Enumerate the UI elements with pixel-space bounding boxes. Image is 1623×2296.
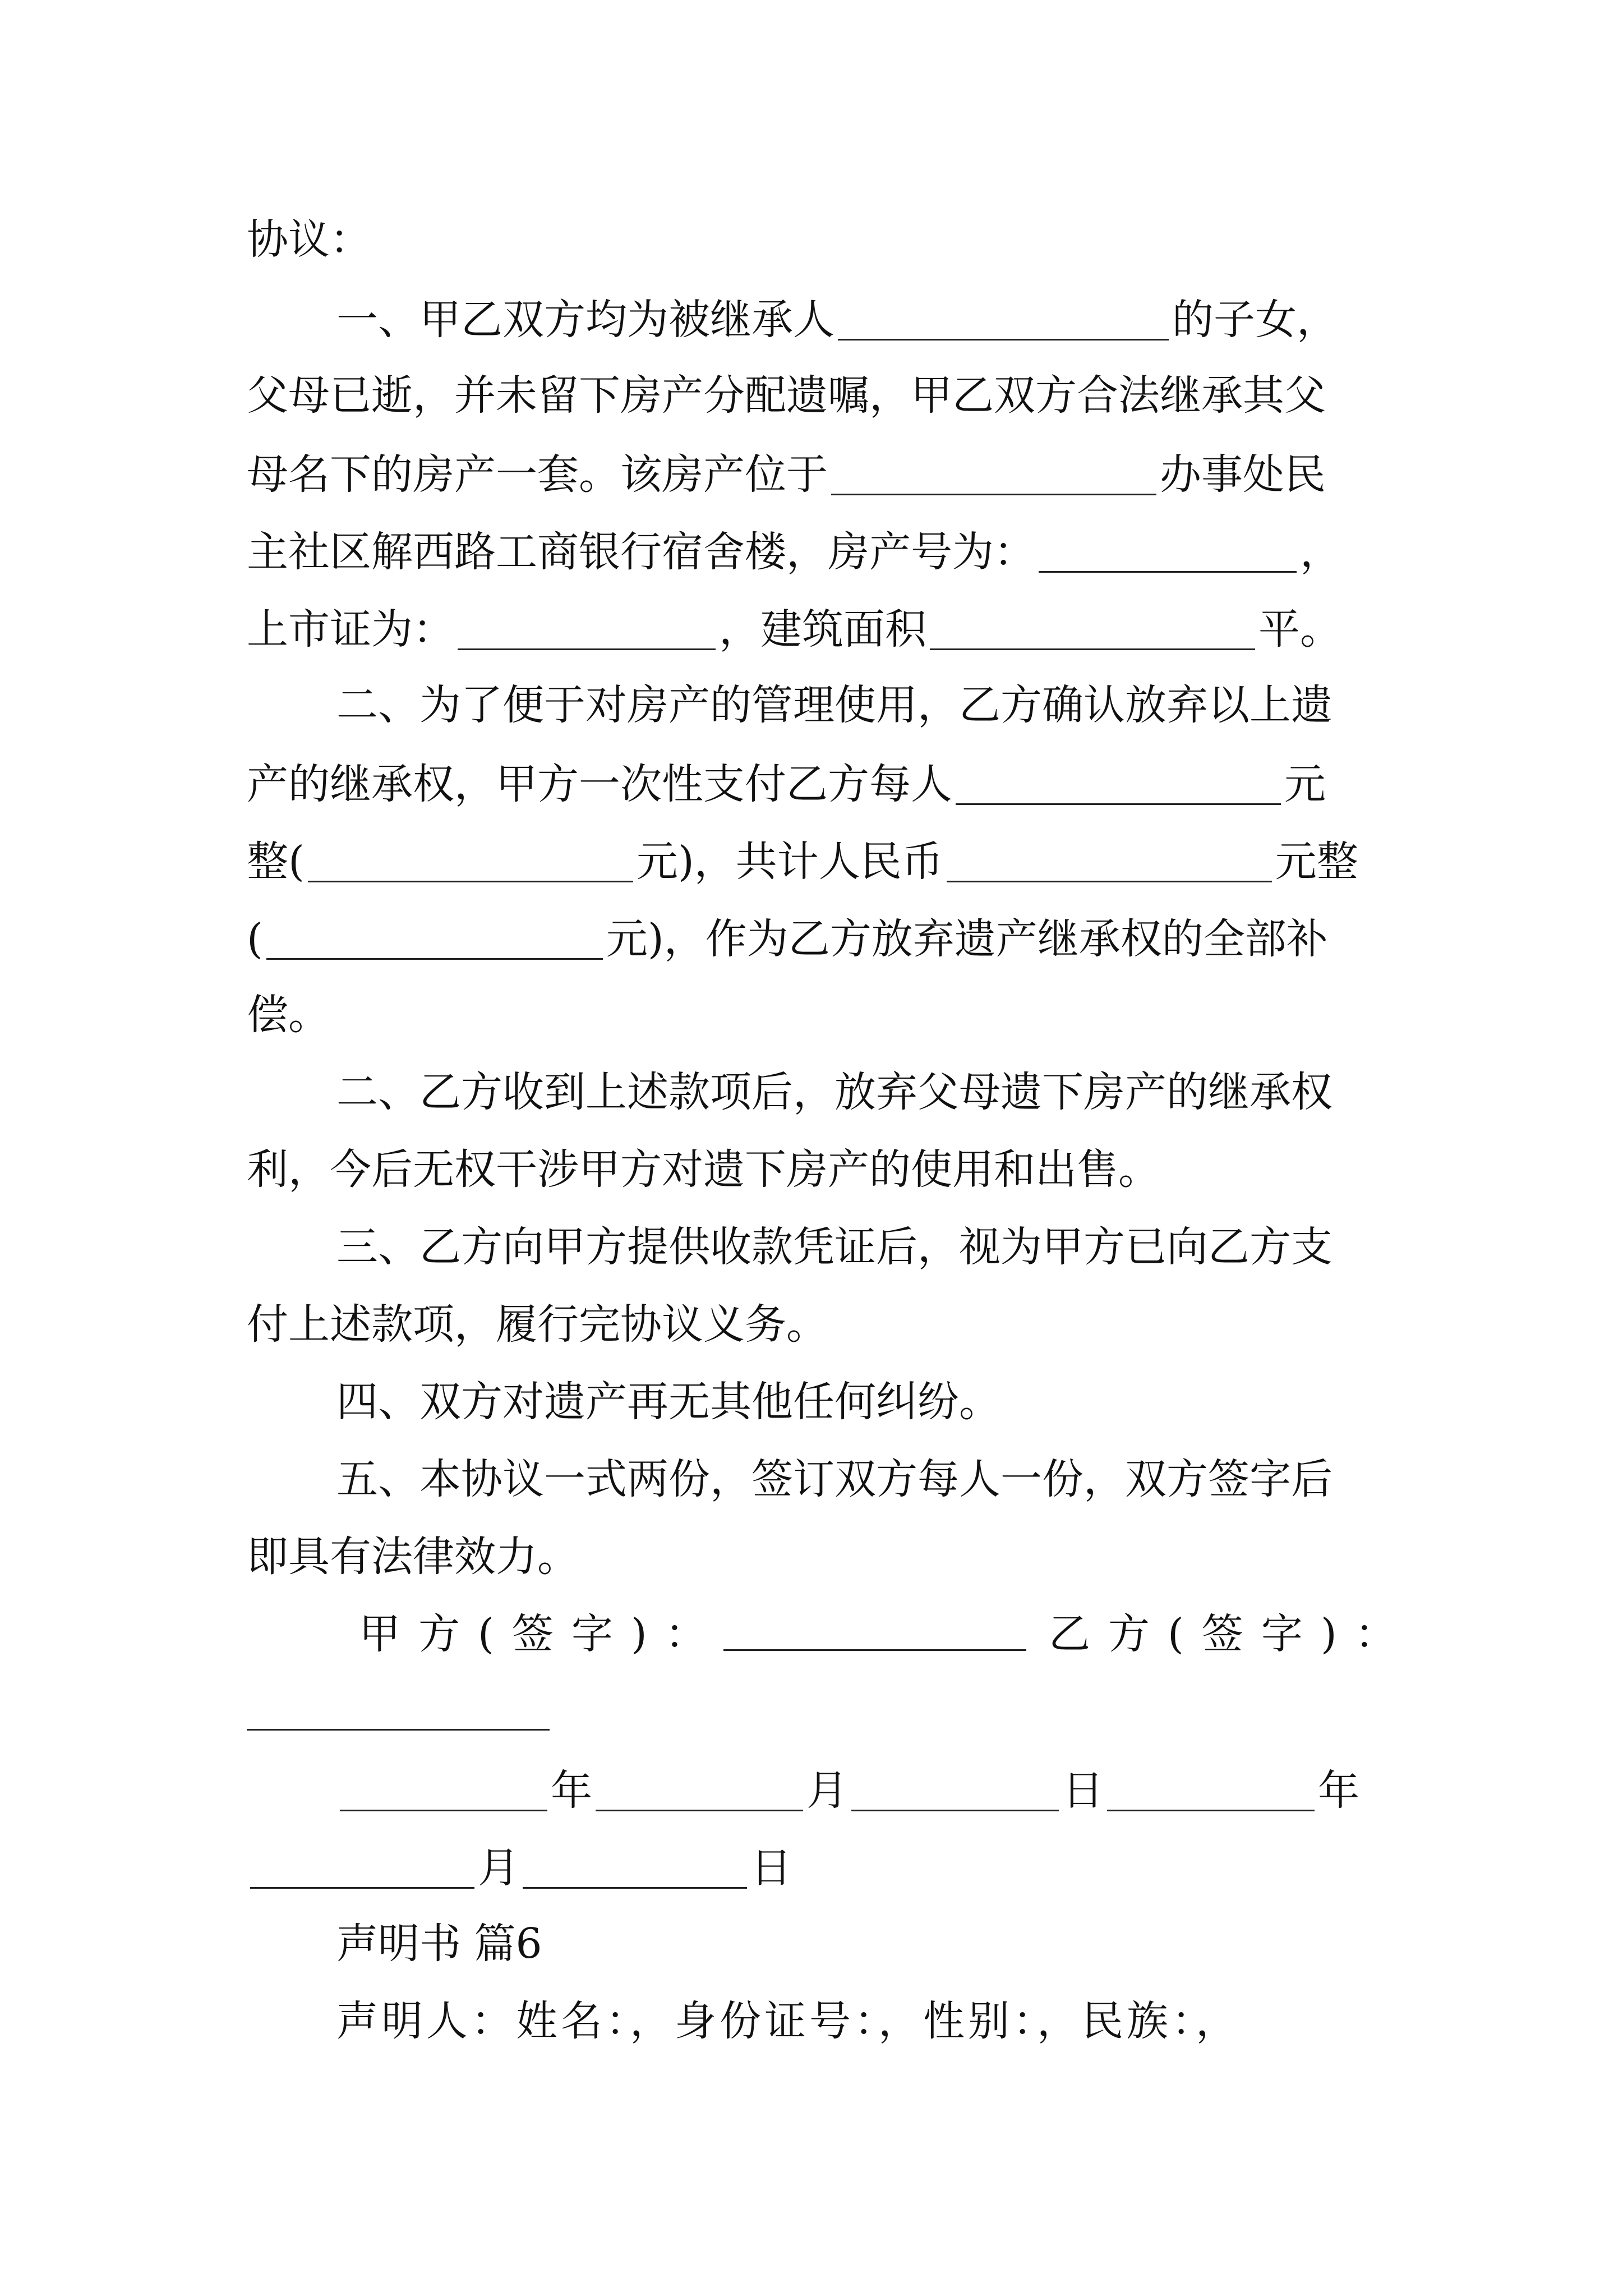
text: 元)，共计人民币 [636, 838, 943, 886]
text-line [247, 1300, 828, 1349]
text: 声明人：姓名：，身份证号：，性别：，民族：， [336, 1997, 1241, 2045]
text: 母名下的房产一套。该房产位于 [247, 450, 828, 499]
text: 偿。 [247, 991, 330, 1039]
text: ， [1300, 528, 1341, 576]
text: 平。 [1258, 605, 1341, 654]
blank-line [1107, 1768, 1315, 1811]
text: 月 [478, 1844, 519, 1892]
text-line [336, 681, 1332, 729]
text-line [247, 371, 1326, 420]
signature-line [1049, 1610, 1414, 1658]
text: 付上述款项，履行完协议义务。 [247, 1300, 828, 1349]
text-line [247, 528, 1341, 576]
text-line [336, 1068, 1332, 1116]
text: 二、乙方收到上述款项后，放弃父母遗下房产的继承权 [336, 1068, 1332, 1116]
text-line [336, 1997, 1241, 2045]
blank-line [956, 762, 1281, 805]
party-a-signature-blank [723, 1649, 1026, 1651]
blank-line [838, 297, 1169, 341]
blank-line [930, 607, 1255, 650]
text-line [247, 605, 1341, 654]
text-line [247, 1145, 1160, 1194]
text-line [247, 1533, 579, 1581]
text: 二、为了便于对房产的管理使用，乙方确认放弃以上遗 [336, 681, 1332, 729]
text: 年 [1318, 1766, 1359, 1815]
text: 月 [806, 1766, 848, 1815]
text-line [336, 296, 1338, 344]
text: 协议： [247, 215, 371, 264]
text: 声明书 篇6 [336, 1920, 542, 1968]
blank-line [1039, 530, 1297, 573]
party-a-signature-label: 甲方(签字)： [359, 1610, 725, 1658]
text: 整( [247, 838, 305, 886]
text: 四、双方对遗产再无其他任何纠纷。 [336, 1378, 1000, 1426]
text: 办事处民 [1160, 450, 1326, 499]
blank-line [947, 839, 1272, 882]
text-line [336, 1223, 1332, 1271]
text-line [247, 760, 1326, 808]
blank-line [851, 1768, 1059, 1811]
text: 产的继承权，甲方一次性支付乙方每人 [247, 760, 952, 808]
text: 一、甲乙双方均为被继承人 [336, 296, 834, 344]
text: 即具有法律效力。 [247, 1533, 579, 1581]
text: 日 [750, 1844, 792, 1892]
text: 父母已逝，并未留下房产分配遗嘱，甲乙双方合法继承其父 [247, 371, 1326, 420]
blank-line [458, 607, 716, 650]
blank-line [523, 1846, 747, 1889]
text: 元)，作为乙方放弃遗产继承权的全部补 [606, 915, 1328, 963]
text: 年 [551, 1766, 592, 1815]
text-line [336, 1378, 1000, 1426]
blank-line [266, 917, 603, 960]
section-title [336, 1920, 542, 1968]
text: 主社区解西路工商银行宿舍楼，房产号为： [247, 528, 1035, 576]
party-b-signature-blank [247, 1729, 550, 1731]
blank-line [831, 452, 1156, 495]
text: 三、乙方向甲方提供收款凭证后，视为甲方已向乙方支 [336, 1223, 1332, 1271]
text-line [247, 215, 371, 264]
text: ，建筑面积 [719, 605, 926, 654]
text: 元整 [1275, 838, 1358, 886]
text-line [247, 991, 330, 1039]
party-b-signature-label: 乙方(签字)： [1049, 1610, 1414, 1658]
text: 元 [1284, 760, 1326, 808]
blank-line [340, 1768, 547, 1811]
text: 利，今后无权干涉甲方对遗下房产的使用和出售。 [247, 1145, 1160, 1194]
date-line [247, 1844, 792, 1892]
blank-line [308, 839, 633, 882]
text-line [247, 838, 1358, 886]
text-line [336, 1455, 1332, 1503]
text: 五、本协议一式两份，签订双方每人一份，双方签字后 [336, 1455, 1332, 1503]
blank-line [250, 1846, 474, 1889]
text: 日 [1062, 1766, 1104, 1815]
date-line [336, 1766, 1359, 1815]
text: ( [247, 915, 263, 963]
text: 的子女， [1172, 296, 1338, 344]
blank-line [596, 1768, 803, 1811]
text-line [247, 450, 1326, 499]
text: 上市证为： [247, 605, 454, 654]
signature-line [359, 1610, 725, 1658]
text-line [247, 915, 1328, 963]
